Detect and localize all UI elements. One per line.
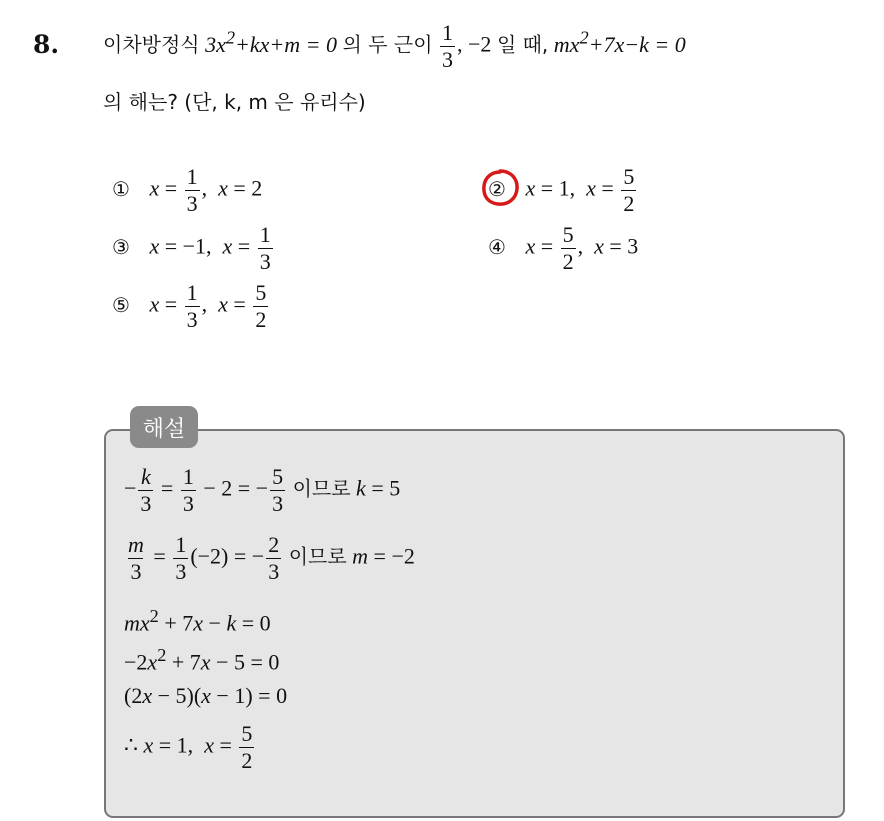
solution-line-1: − $\frac{k}{3}$ = $\frac{1}{3}$ − 2 = − $\frac{5}{3}$ 이므로 k = 5 [124, 464, 401, 516]
question-equation: $3x^2+kx+m = 0$ [205, 27, 338, 57]
question-prefix: 이차방정식 [103, 32, 200, 57]
question-equation-2: $mx^2+7x-k = 0$ [553, 27, 686, 57]
question-line-2 [103, 86, 366, 115]
choice-3[interactable]: ③ x = −1, x = $\frac{1}{3}$ [112, 222, 271, 274]
question-line2-text: 의 해는? (단, k, m 은 유리수) [103, 90, 366, 114]
choice-3-mark: ③ [112, 234, 130, 259]
solution-line-5: (2x − 5)(x − 1) = 0 [124, 683, 288, 708]
question-mid: 의 두 근이 [342, 32, 433, 57]
root-fraction: $\frac{1}{3}$ [442, 20, 454, 72]
choice-5-mark: ⑤ [112, 292, 130, 317]
solution-title: 해설 [130, 406, 198, 448]
root2: , −2 [457, 31, 492, 57]
question-when: 일 때, [496, 32, 549, 57]
solution-line-3: $mx^2 + 7x - k = 0$ [124, 606, 271, 636]
choice-1[interactable]: ① x = $\frac{1}{3}$ , x = 2 [112, 164, 263, 216]
choice-1-mark: ① [112, 176, 130, 201]
solution-line-2: $\frac{m}{3}$ = $\frac{1}{3}$ (−2) = − $\frac{2}{3}$ 이므로 m = −2 [128, 532, 415, 584]
choice-2[interactable]: ② x = 1, x = $\frac{5}{2}$ [488, 164, 635, 216]
question-number: 8. [33, 30, 60, 59]
choice-5[interactable]: ⑤ x = $\frac{1}{3}$ , x = $\frac{5}{2}$ [112, 280, 267, 332]
choice-4[interactable]: ④ x = $\frac{5}{2}$ , x = 3 [488, 222, 639, 274]
choice-4-mark: ④ [488, 234, 506, 259]
choice-2-mark: ② [488, 176, 506, 201]
solution-line-6: ∴ x = 1, x = $\frac{5}{2}$ [124, 721, 253, 773]
solution-line-4: $-2x^2 + 7x - 5 = 0$ [124, 645, 280, 675]
question-line-1 [103, 22, 686, 71]
